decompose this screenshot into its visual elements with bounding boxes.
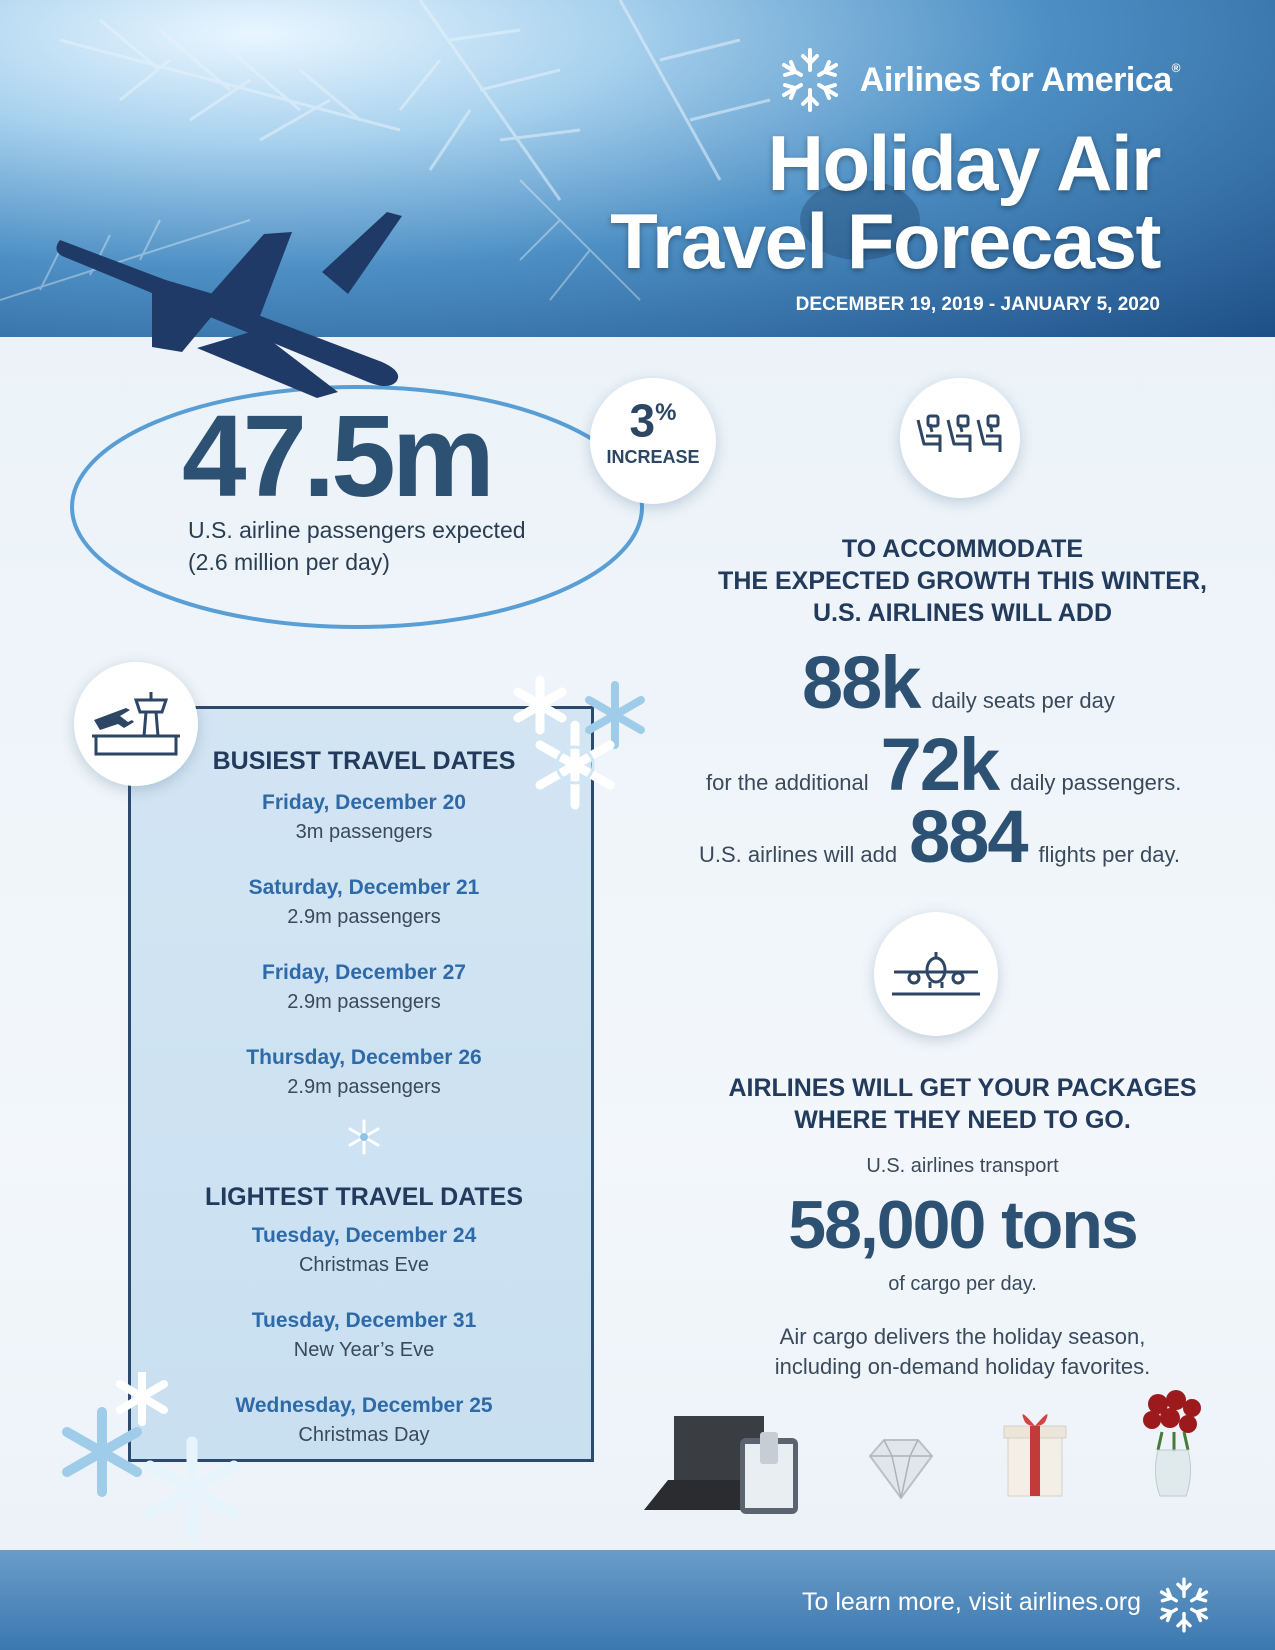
airplane-seats-icon bbox=[900, 378, 1020, 498]
busiest-item bbox=[131, 876, 597, 929]
passengers-caption bbox=[188, 514, 526, 578]
travel-dates-panel bbox=[128, 706, 594, 1462]
registered-mark: ® bbox=[1171, 60, 1180, 75]
busiest-info: 2.9m passengers bbox=[287, 1076, 441, 1098]
lightest-day: Tuesday, December 31 bbox=[251, 1309, 477, 1332]
cargo-transport-label: U.S. airlines transport bbox=[866, 1155, 1059, 1177]
growth-line-1: TO ACCOMMODATE bbox=[841, 535, 1084, 563]
busiest-day: Thursday, December 26 bbox=[246, 1046, 482, 1069]
title-line-2: Travel Forecast bbox=[610, 197, 1160, 285]
airplane-silhouette-icon bbox=[52, 212, 412, 402]
busiest-info: 3m passengers bbox=[295, 821, 433, 843]
lightest-day: Wednesday, December 25 bbox=[235, 1394, 493, 1417]
cargo-heading bbox=[650, 1072, 1275, 1136]
forecast-dates: DECEMBER 19, 2019 - JANUARY 5, 2020 bbox=[795, 294, 1160, 315]
lightest-item bbox=[131, 1309, 597, 1362]
snowflake-cluster-icon bbox=[62, 1372, 272, 1542]
a4a-snowflake-logo-icon bbox=[1153, 1574, 1215, 1636]
airport-tower-badge bbox=[74, 662, 198, 786]
flights-stat bbox=[699, 794, 1180, 879]
cargo-per-day: of cargo per day. bbox=[888, 1273, 1037, 1295]
passengers-per-day: (2.6 million per day) bbox=[188, 549, 390, 575]
gift-box-image bbox=[1000, 1400, 1070, 1500]
passengers-label: U.S. airline passengers expected bbox=[188, 517, 526, 543]
footer-bar bbox=[0, 1550, 1275, 1650]
cargo-plane-front-icon bbox=[874, 912, 998, 1036]
snowflake-divider-icon bbox=[344, 1117, 384, 1157]
busiest-heading: BUSIEST TRAVEL DATES bbox=[212, 747, 516, 775]
busiest-info: 2.9m passengers bbox=[287, 991, 441, 1013]
lightest-heading: LIGHTEST TRAVEL DATES bbox=[204, 1183, 524, 1211]
seats-value: 88k bbox=[802, 641, 920, 724]
busiest-day: Friday, December 20 bbox=[262, 791, 466, 814]
lightest-item bbox=[131, 1224, 597, 1277]
a4a-snowflake-logo-icon bbox=[774, 44, 846, 116]
airport-tower-icon bbox=[74, 662, 198, 786]
brand-name: Airlines for America® bbox=[859, 60, 1180, 99]
cargo-line-2: WHERE THEY NEED TO GO. bbox=[794, 1106, 1131, 1134]
cargo-description bbox=[650, 1322, 1275, 1382]
laptop-tablet-image bbox=[644, 1410, 814, 1520]
busiest-item bbox=[131, 1046, 597, 1099]
growth-line-2: THE EXPECTED GROWTH THIS WINTER, bbox=[718, 567, 1207, 595]
increase-badge bbox=[590, 378, 716, 504]
increase-value: 3% bbox=[629, 394, 677, 447]
lightest-info: Christmas Eve bbox=[298, 1254, 430, 1276]
lightest-day: Tuesday, December 24 bbox=[251, 1224, 477, 1247]
passengers-label-stat: daily passengers. bbox=[1010, 770, 1182, 795]
increase-label: INCREASE bbox=[606, 447, 700, 468]
busiest-info: 2.9m passengers bbox=[287, 906, 441, 928]
airplane-seats-badge bbox=[900, 378, 1020, 498]
snowflake-cluster-icon bbox=[500, 660, 650, 810]
lightest-info: Christmas Day bbox=[298, 1424, 430, 1446]
cargo-line-1: AIRLINES WILL GET YOUR PACKAGES bbox=[728, 1074, 1197, 1102]
increase-unit: % bbox=[655, 399, 677, 426]
seats-stat bbox=[790, 640, 1115, 725]
growth-line-3: U.S. AIRLINES WILL ADD bbox=[812, 599, 1113, 627]
flights-prefix: U.S. airlines will add bbox=[699, 842, 898, 867]
diamond-image bbox=[864, 1436, 938, 1502]
cargo-desc-line-1: Air cargo delivers the holiday season, bbox=[779, 1324, 1146, 1349]
flights-label: flights per day. bbox=[1038, 842, 1180, 867]
cargo-plane-badge bbox=[874, 912, 998, 1036]
footer-link-text[interactable]: To learn more, visit airlines.org bbox=[801, 1588, 1141, 1616]
busiest-day: Saturday, December 21 bbox=[248, 876, 480, 899]
flights-value: 884 bbox=[909, 795, 1027, 878]
busiest-day: Friday, December 27 bbox=[262, 961, 466, 984]
title-line-1: Holiday Air bbox=[767, 119, 1160, 207]
growth-heading bbox=[650, 533, 1275, 629]
passengers-expected-value: 47.5m bbox=[182, 391, 491, 521]
cargo-tons-value: 58,000 tons bbox=[788, 1187, 1137, 1263]
passengers-value: 72k bbox=[880, 723, 999, 806]
busiest-item bbox=[131, 961, 597, 1014]
lightest-info: New Year’s Eve bbox=[293, 1339, 435, 1361]
seats-label: daily seats per day bbox=[931, 688, 1115, 713]
rose-bouquet-image bbox=[1138, 1388, 1208, 1502]
passengers-prefix: for the additional bbox=[706, 770, 869, 795]
cargo-desc-line-2: including on-demand holiday favorites. bbox=[774, 1354, 1151, 1379]
brand-row bbox=[774, 44, 1180, 116]
